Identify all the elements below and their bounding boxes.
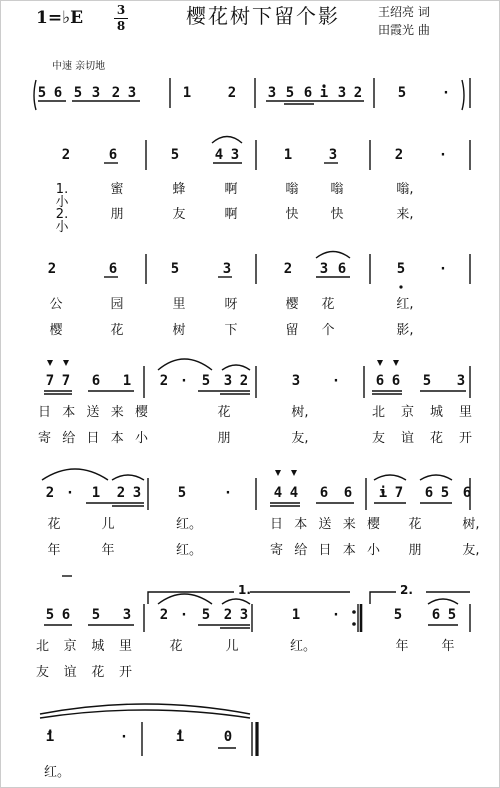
- slur: [212, 137, 242, 144]
- slur: [316, 252, 350, 259]
- close-parenthesis: [462, 80, 464, 110]
- slur: [112, 475, 144, 480]
- note: 3: [319, 261, 329, 277]
- note: 4: [214, 147, 224, 163]
- note: 1: [182, 85, 192, 101]
- lyric: 嗡: [330, 182, 344, 197]
- note: 5: [422, 373, 432, 389]
- note: 3: [230, 147, 240, 163]
- lyric: 日本送来樱: [38, 405, 160, 420]
- note: 3: [328, 147, 338, 163]
- note: 6: [343, 485, 353, 501]
- lyric: 嗡,: [396, 182, 414, 197]
- note: ·: [65, 485, 75, 501]
- composer-credit: 田霞光 曲: [378, 23, 430, 37]
- note: 2: [45, 485, 55, 501]
- note: 5: [393, 607, 403, 623]
- note: i: [378, 485, 388, 501]
- accent-mark: [275, 470, 281, 476]
- lyric: 下: [224, 323, 238, 338]
- note: 5: [397, 85, 407, 101]
- note: 2: [159, 607, 169, 623]
- note: 6: [108, 147, 118, 163]
- lyric: 红。: [44, 765, 71, 780]
- note: 1: [91, 485, 101, 501]
- lyric: 啊: [224, 207, 238, 222]
- volta-1-label: 1.: [238, 583, 251, 597]
- lyric: 儿: [225, 639, 239, 654]
- lyric: 花: [110, 323, 124, 338]
- lyric: 公: [49, 297, 63, 312]
- note: 4: [273, 485, 283, 501]
- lyric: 来,: [396, 207, 414, 222]
- note: 5: [201, 373, 211, 389]
- lyric: 年: [101, 543, 115, 558]
- lyric: 呀: [224, 297, 238, 312]
- lyric: 个: [321, 323, 335, 338]
- lyric: 寄给日本小: [38, 431, 160, 446]
- note: ·: [119, 729, 129, 745]
- note: ·: [223, 485, 233, 501]
- note: 3: [267, 85, 277, 101]
- lyric: 花: [408, 517, 422, 532]
- lyric: 寄给日本小: [270, 543, 392, 558]
- lyric: 年: [395, 639, 409, 654]
- note: 6: [431, 607, 441, 623]
- repeat-dot: [352, 622, 356, 626]
- lyric: 儿: [101, 517, 115, 532]
- accent-mark: [47, 360, 53, 366]
- note: 5: [170, 261, 180, 277]
- lyric: 红。: [176, 517, 203, 532]
- lyric: 花: [217, 405, 231, 420]
- lyric: 花: [47, 517, 61, 532]
- note: 6: [61, 607, 71, 623]
- lyric: 2.小: [55, 207, 69, 235]
- note: 6: [108, 261, 118, 277]
- note: 6: [91, 373, 101, 389]
- note: 2: [353, 85, 363, 101]
- accent-mark: [377, 360, 383, 366]
- lyric: 朋: [110, 207, 124, 222]
- lyric: 友谊花开: [36, 665, 147, 680]
- note: 2: [111, 85, 121, 101]
- note: ·: [179, 373, 189, 389]
- note: ·: [438, 261, 448, 277]
- lyric: 嗡: [285, 182, 299, 197]
- lyric: 里: [172, 297, 186, 312]
- volta-2-label: 2.: [400, 583, 413, 597]
- slur: [158, 594, 212, 604]
- note: 0: [223, 729, 233, 745]
- key-signature: 1=♭E: [36, 8, 84, 28]
- note: 3: [223, 373, 233, 389]
- lyric: 朋: [408, 543, 422, 558]
- note: i: [175, 729, 185, 745]
- note: ·: [438, 147, 448, 163]
- lyric: 园: [110, 297, 124, 312]
- note: 7: [394, 485, 404, 501]
- note: 2: [116, 485, 126, 501]
- lyric: 留: [285, 323, 299, 338]
- note: 6: [53, 85, 63, 101]
- note: 2: [394, 147, 404, 163]
- lyric: 树,: [462, 517, 480, 532]
- note: 5: [447, 607, 457, 623]
- lyric: 花: [321, 297, 335, 312]
- note: 1: [283, 147, 293, 163]
- note: 3: [291, 373, 301, 389]
- note: 2: [61, 147, 71, 163]
- note: 1: [122, 373, 132, 389]
- meter-bottom: 8: [116, 19, 126, 33]
- lyric: 友,: [462, 543, 480, 558]
- note: 2: [159, 373, 169, 389]
- note: 3: [222, 261, 232, 277]
- tempo-marking: 中速 亲切地: [52, 61, 106, 72]
- note: i: [319, 85, 329, 101]
- note: 5: [91, 607, 101, 623]
- accent-mark: [63, 360, 69, 366]
- accent-mark: [393, 360, 399, 366]
- lyric: 影,: [396, 323, 414, 338]
- slur: [374, 475, 406, 480]
- note: 5: [285, 85, 295, 101]
- note: 7: [45, 373, 55, 389]
- note: 2: [47, 261, 57, 277]
- lyric: 友: [172, 207, 186, 222]
- note: 5: [37, 85, 47, 101]
- lyric: 红。: [290, 639, 317, 654]
- note: 2: [223, 607, 233, 623]
- note: ·: [441, 85, 451, 101]
- note: 2: [283, 261, 293, 277]
- lyric: 红,: [396, 297, 414, 312]
- song-title: 樱花树下留个影: [186, 4, 340, 28]
- note: 3: [456, 373, 466, 389]
- slur: [428, 599, 458, 604]
- lyric: 樱: [285, 297, 299, 312]
- note: 3: [132, 485, 142, 501]
- note: 3: [127, 85, 137, 101]
- note: 3: [337, 85, 347, 101]
- note: 6: [337, 261, 347, 277]
- slur: [222, 365, 250, 370]
- lyric: 树,: [291, 405, 309, 420]
- lyric: 花: [169, 639, 183, 654]
- note: 6: [391, 373, 401, 389]
- slur: [420, 475, 452, 480]
- note: 3: [239, 607, 249, 623]
- note: 5: [440, 485, 450, 501]
- note: i: [45, 729, 55, 745]
- note: ·: [331, 373, 341, 389]
- volta-2-bracket: [370, 592, 396, 604]
- tie: [40, 704, 250, 714]
- lyric: 树: [172, 323, 186, 338]
- note: ·: [331, 607, 341, 623]
- note: 2: [239, 373, 249, 389]
- lyric: 朋: [217, 431, 231, 446]
- note: 5: [73, 85, 83, 101]
- note: 5: [396, 261, 406, 277]
- low-octave-dot: [399, 285, 402, 288]
- lyric: 年: [47, 543, 61, 558]
- note: 7: [61, 373, 71, 389]
- lyricist-credit: 王绍亮 词: [378, 5, 430, 19]
- lyric: 日本送来樱: [270, 517, 392, 532]
- note: 3: [91, 85, 101, 101]
- note: 3: [122, 607, 132, 623]
- repeat-dot: [352, 610, 356, 614]
- slur: [222, 599, 250, 604]
- note: 2: [227, 85, 237, 101]
- lyric: 北京城里: [372, 405, 489, 420]
- note: 5: [201, 607, 211, 623]
- lyric: 樱: [49, 323, 63, 338]
- note: 6: [303, 85, 313, 101]
- note: 5: [170, 147, 180, 163]
- note: 1: [291, 607, 301, 623]
- note: 5: [177, 485, 187, 501]
- lyric: 啊: [224, 182, 238, 197]
- note: ·: [179, 607, 189, 623]
- lyric: 北京城里: [36, 639, 147, 654]
- lyric: 快: [330, 207, 344, 222]
- tie: [40, 710, 250, 718]
- lyric: 友谊花开: [372, 431, 489, 446]
- slur: [158, 359, 212, 370]
- note: 5: [45, 607, 55, 623]
- note: 4: [289, 485, 299, 501]
- lyric: 红。: [176, 543, 203, 558]
- accent-mark: [291, 470, 297, 476]
- lyric: 1.小: [55, 182, 69, 210]
- lyric: 年: [441, 639, 455, 654]
- lyric: 蜜: [110, 182, 124, 197]
- note: 6: [375, 373, 385, 389]
- note: 6: [319, 485, 329, 501]
- note: 6: [424, 485, 434, 501]
- lyric: 友,: [291, 431, 309, 446]
- lyric: 快: [285, 207, 299, 222]
- lyric: 蜂: [172, 182, 186, 197]
- note: 6: [462, 485, 472, 501]
- slur: [42, 469, 108, 480]
- meter-top: 3: [116, 3, 126, 17]
